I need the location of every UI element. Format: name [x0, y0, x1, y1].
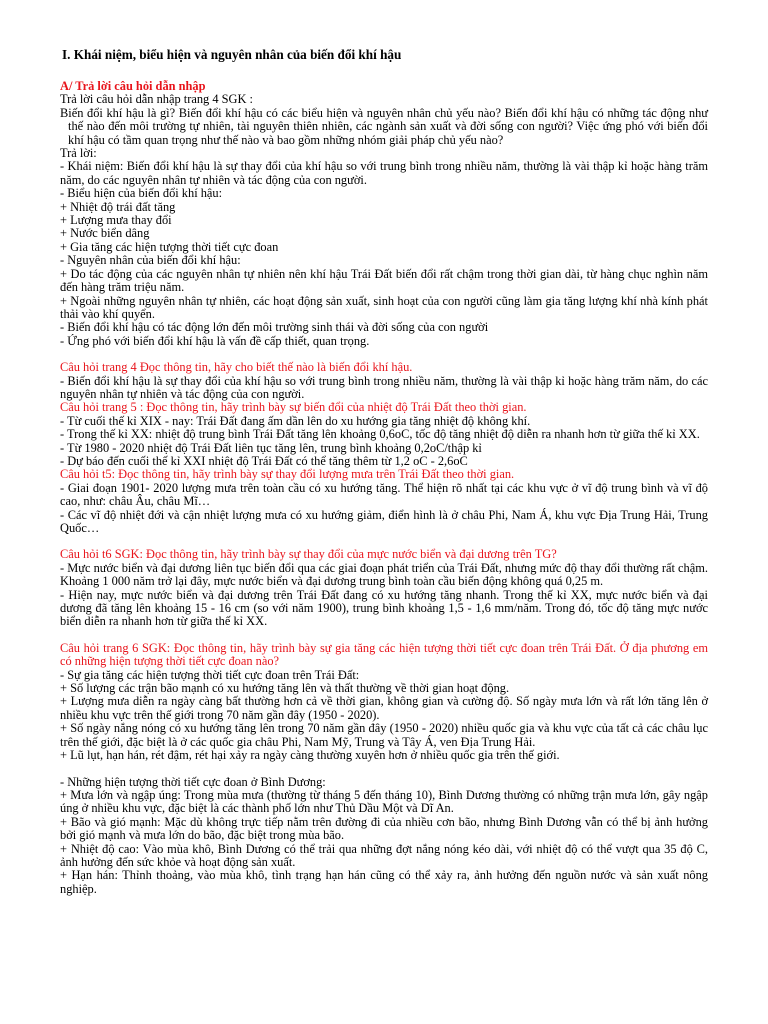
list-item: + Nước biển dâng	[60, 226, 150, 241]
question-heading: Câu hỏi trang 6 SGK: Đọc thông tin, hãy trình bày sự gia tăng các hiện tượng thời tiết cực đoan trên Trái Đất. Ở địa phương em có những hiện tượng thời tiết cực đoan nào?	[60, 640, 708, 669]
list-item: - Biểu hiện của biến đổi khí hậu:	[60, 186, 223, 201]
list-item: - Trong thế kỉ XX: nhiệt độ trung bình Trái Đất tăng lên khoảng 0,6oC, tốc độ tăng nhiệt độ diễn ra nhanh hơn từ giữa thế kỉ XX.	[60, 427, 700, 442]
list-item: + Số lượng các trận bão mạnh có xu hướng tăng lên và thất thường về thời gian hoạt động.	[60, 681, 510, 696]
list-item: - Các vĩ độ nhiệt đới và cận nhiệt lượng mưa có xu hướng giảm, điển hình là ở châu Phi, Nam Á, khu vực Địa Trung Hải, Trung Quốc…	[60, 507, 708, 535]
list-item: + Lũ lụt, hạn hán, rét đậm, rét hại xảy ra ngày càng thường xuyên hơn ở nhiều quốc gia trên thế giới.	[60, 748, 560, 763]
list-item: - Từ cuối thế kỉ XIX - nay: Trái Đất đang ấm dần lên do xu hướng gia tăng nhiệt độ không khí.	[60, 413, 531, 428]
list-item: + Gia tăng các hiện tượng thời tiết cực đoan	[60, 239, 279, 254]
list-item: + Nhiệt độ trái đất tăng	[60, 199, 176, 214]
list-item: + Mưa lớn và ngập úng: Trong mùa mưa (thường từ tháng 5 đến tháng 10), Bình Dương thường có những trận mưa lớn, gây ngập úng ở nhiều khu vực, đặc biệt là các thành phố lớn như Thủ Dầu Một và Dĩ An.	[60, 787, 708, 816]
list-item: - Dự báo đến cuối thế kỉ XXI nhiệt độ Trái Đất có thể tăng thêm từ 1,2 oC - 2,6oC	[60, 453, 468, 468]
concept-line: - Khái niệm: Biến đổi khí hậu là sự thay đổi của khí hậu so với trung bình trong nhiều năm, thường là vài thập kỉ hoặc hàng trăm năm, do các nguyên nhân tự nhiên và tác động của con người.	[60, 159, 708, 187]
list-item: + Lượng mưa diễn ra ngày càng bất thường hơn cả về thời gian, không gian và cường độ. Số ngày mưa lớn và rất lớn tăng lên ở nhiều khu vực trên thế giới trong 70 năm gần đây (1950 - 2020).	[60, 694, 708, 722]
list-item: + Hạn hán: Thỉnh thoảng, vào mùa khô, tình trạng hạn hán cũng có thể xảy ra, ảnh hưởng đến nguồn nước và sản xuất nông nghiệp.	[60, 868, 708, 896]
intro-line: Trả lời câu hỏi dẫn nhập trang 4 SGK :	[60, 92, 253, 107]
intro-question: Biến đổi khí hậu là gì? Biến đổi khí hậu có các biểu hiện và nguyên nhân chủ yếu nào? Biến đổi khí hậu có những tác động như thế nào đến môi trường tự nhiên, tài nguyên thiên nhiên, các ngành sản xuất và đời sống con người? Việc ứng phó với biến đổi khí hậu có tầm quan trọng như thế nào và bao gồm những nhóm giải pháp chủ yếu nào?	[60, 105, 708, 147]
list-item: - Hiện nay, mực nước biển và đại dương trên Trái Đất đang có xu hướng tăng nhanh. Trong thế kỉ XX, mực nước biển và đại dương đã tăng lên khoảng 15 - 16 cm (so với năm 1900), trung bình khoảng 1,5 - 1,6 mm/năm. Trong đó, tốc độ tăng mực nước biển diễn ra nhanh hơn từ giữa thế kỉ XX.	[60, 587, 708, 629]
list-item: - Từ 1980 - 2020 nhiệt độ Trái Đất liên tục tăng lên, trung bình khoảng 0,2oC/thập kỉ	[60, 440, 482, 455]
question-heading: Câu hỏi t5: Đọc thông tin, hãy trình bày sự thay đổi lượng mưa trên Trái Đất theo thời gian.	[60, 467, 515, 482]
list-item: + Lượng mưa thay đổi	[60, 213, 172, 228]
list-item: - Mực nước biển và đại dương liên tục biến đổi qua các giai đoạn phát triển của Trái Đất, nhưng mức độ thay đổi thường rất chậm. Khoảng 1 000 năm trở lại đây, mực nước biển và đại dương trung bình toàn cầu biến động không quá 0,25 m.	[60, 560, 708, 589]
list-item: + Số ngày nắng nóng có xu hướng tăng lên trong 70 năm gần đây (1950 - 2020) nhiều quốc gia và khu vực của tất cả các châu lục trên thế giới, đặc biệt là ở các quốc gia châu Phi, Nam Mỹ, Trung và Tây Á, ven Địa Trung Hải.	[60, 721, 708, 749]
list-item: + Nhiệt độ cao: Vào mùa khô, Bình Dương có thể trải qua những đợt nắng nóng kéo dài, với nhiệt độ có thể vượt qua 35 độ C, ảnh hưởng đến sức khỏe và hoạt động sản xuất.	[60, 841, 708, 869]
question-heading: Câu hỏi t6 SGK: Đọc thông tin, hãy trình bày sự thay đổi của mực nước biển và đại dương trên TG?	[60, 547, 557, 562]
list-item: + Do tác động của các nguyên nhân tự nhiên nên khí hậu Trái Đất biến đổi rất chậm trong thời gian dài, từ hàng chục nghìn năm đến hàng trăm triệu năm.	[60, 266, 708, 295]
section-a-heading: A/ Trả lời câu hỏi dẫn nhập	[60, 79, 206, 93]
question-heading: Câu hỏi trang 5 : Đọc thông tin, hãy trình bày sự biến đổi của nhiệt độ Trái Đất theo thời gian.	[60, 400, 527, 415]
list-item: - Giai đoạn 1901- 2020 lượng mưa trên toàn cầu có xu hướng tăng. Thể hiện rõ nhất tại các khu vực ở vĩ độ trung bình và vĩ độ cao, như: châu Âu, châu Mĩ…	[60, 480, 708, 509]
list-item: + Bão và gió mạnh: Mặc dù không trực tiếp nằm trên đường đi của nhiều cơn bão, nhưng Bình Dương vẫn có thể bị ảnh hưởng bởi gió mạnh và mưa lớn do bão, đặc biệt trong mùa bão.	[60, 814, 708, 843]
list-item: - Những hiện tượng thời tiết cực đoan ở Bình Dương:	[60, 774, 326, 789]
answer-label: Trả lời:	[60, 146, 97, 161]
question-heading: Câu hỏi trang 4 Đọc thông tin, hãy cho biết thế nào là biến đổi khí hậu.	[60, 360, 413, 375]
page-title: I. Khái niệm, biểu hiện và nguyên nhân của biến đổi khí hậu	[62, 47, 402, 62]
list-item: + Ngoài những nguyên nhân tự nhiên, các hoạt động sản xuất, sinh hoạt của con người cũng làm gia tăng lượng khí nhà kính phát thải vào khí quyển.	[60, 293, 708, 321]
answer-text: - Biến đổi khí hậu là sự thay đổi của khí hậu so với trung bình trong nhiều năm, thường là vài thập kỉ hoặc hàng trăm năm, do các nguyên nhân tự nhiên và tác động của con người.	[60, 373, 708, 401]
list-item: - Ứng phó với biến đổi khí hậu là vấn đề cấp thiết, quan trọng.	[60, 333, 370, 348]
document-body	[60, 47, 708, 896]
list-item: - Sự gia tăng các hiện tượng thời tiết cực đoan trên Trái Đất:	[60, 667, 360, 682]
list-item: - Nguyên nhân của biến đổi khí hậu:	[60, 253, 241, 268]
list-item: - Biến đổi khí hậu có tác động lớn đến môi trường sinh thái và đời sống của con người	[60, 320, 489, 335]
